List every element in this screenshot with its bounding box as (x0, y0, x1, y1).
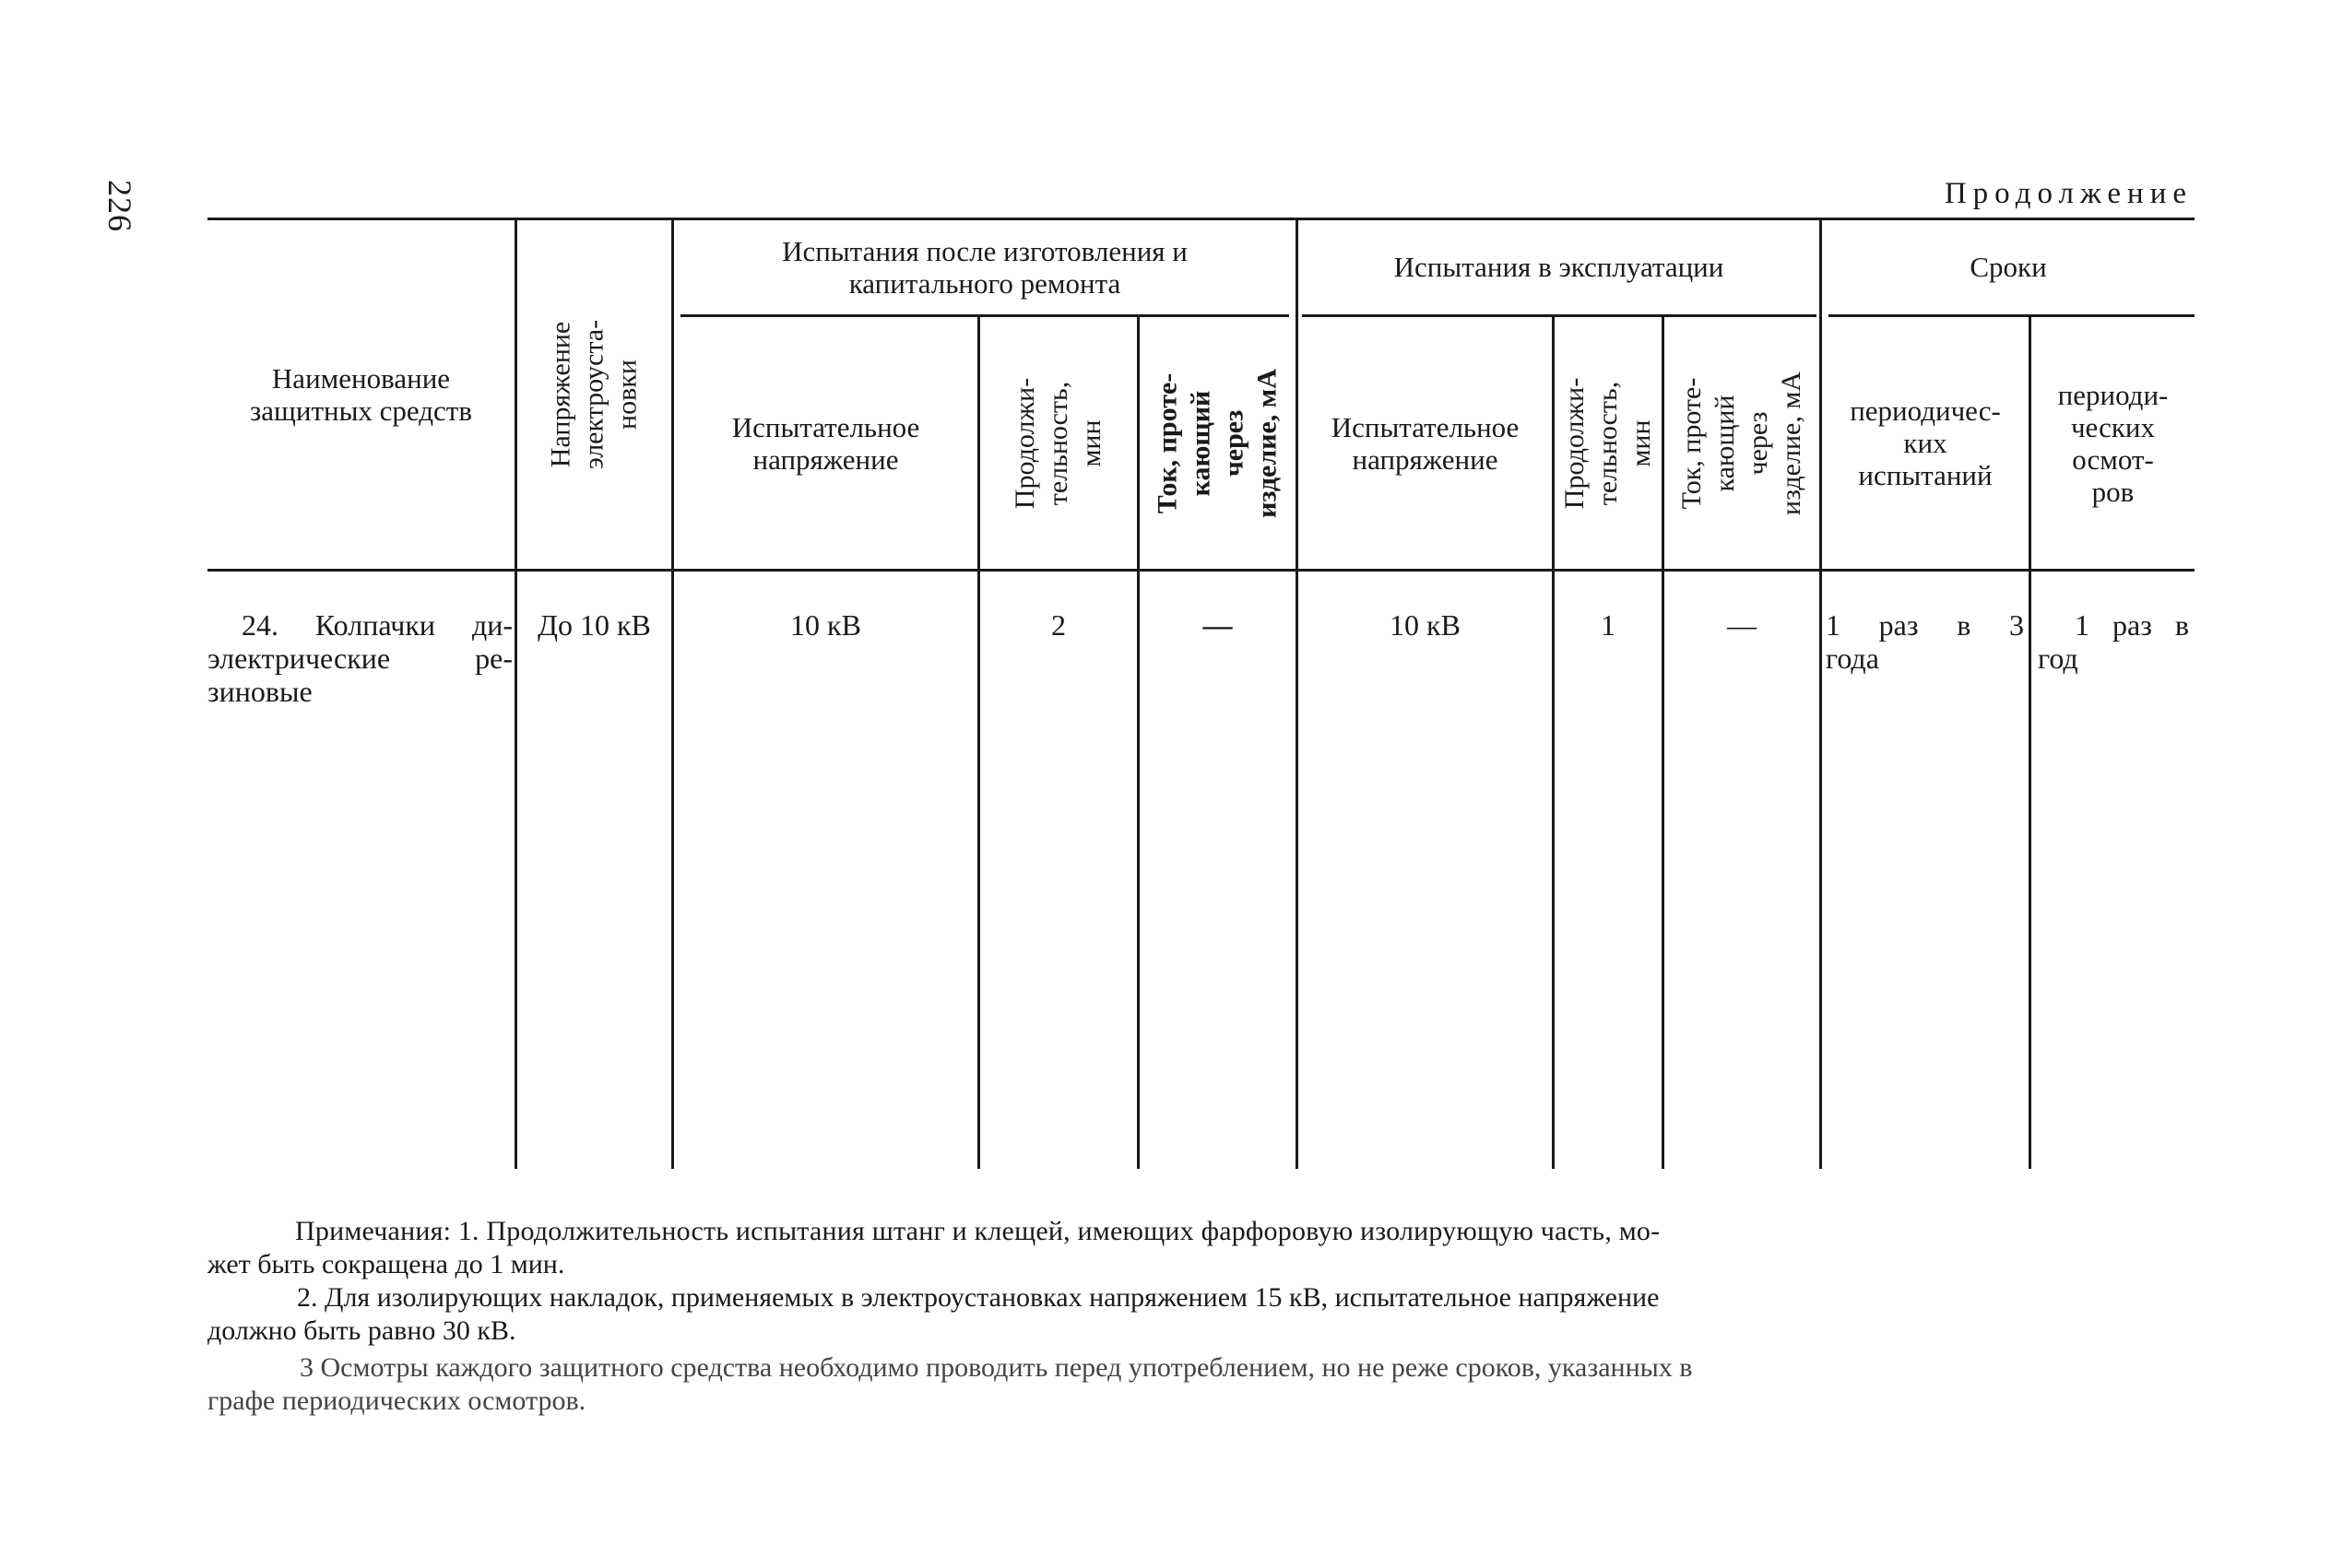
cell-name-line: зиновые (207, 675, 313, 708)
cell-duration-2: 1 (1601, 608, 1615, 642)
header-duration-1-text: Продолжи- тельность, мин (1010, 377, 1106, 509)
cell-name (242, 608, 513, 642)
cell-periodic-tests (1826, 642, 2024, 675)
header-duration-2 (1555, 317, 1662, 569)
cell-periodic-inspections-line: 1 раз в (2075, 608, 2189, 642)
header-voltage-text: Напряжение электроуста- новки (545, 319, 643, 469)
header-current-1 (1140, 317, 1296, 569)
cell-name-line: 24. Колпачки ди- (242, 608, 513, 642)
header-test-voltage-1 (674, 317, 977, 569)
cell-test-voltage-2: 10 кВ (1390, 608, 1461, 642)
header-test-voltage-2-text: Испытательное напряжение (1331, 410, 1520, 476)
cell-periodic-tests-line: 1 раз в 3 (1826, 608, 2024, 642)
cell-current-2: — (1727, 608, 1757, 642)
cell-name-line: электрические ре- (207, 642, 513, 675)
header-periodic-tests (1822, 317, 2029, 569)
header-group-terms (1822, 219, 2195, 314)
cell-voltage: До 10 кВ (538, 608, 651, 642)
cell-periodic-tests (1826, 608, 2024, 642)
header-duration-1 (980, 317, 1137, 569)
cell-duration-1: 2 (1051, 608, 1066, 642)
header-voltage (517, 219, 671, 569)
note-line: 2. Для изолирующих накладок, применяемых в электроустановках напряжением 15 кВ, испытательное напряжение (297, 1282, 1660, 1313)
cell-periodic-inspections (2038, 642, 2185, 675)
header-group-operation (1298, 219, 1819, 314)
header-periodic-inspections-text: периоди- ческих осмот- ров (2057, 378, 2169, 508)
header-test-voltage-1-text: Испытательное напряжение (731, 410, 920, 476)
continued-label: Продолжение (1944, 177, 2193, 210)
header-name-text: Наименование защитных средств (249, 361, 472, 427)
note-line: должно быть равно 30 кВ. (207, 1315, 516, 1346)
header-test-voltage-2 (1298, 317, 1552, 569)
header-current-2 (1664, 317, 1819, 569)
header-group-terms-text: Сроки (1970, 251, 2047, 283)
note-line: Примечания: 1. Продолжительность испытания штанг и клещей, имеющих фарфоровую изолирующую часть, мо- (295, 1216, 1661, 1246)
note-line: графе периодических осмотров. (207, 1385, 586, 1416)
note-line: 3 Осмотры каждого защитного средства необходимо проводить перед употреблением, но не реже сроков, указанных в (300, 1352, 1693, 1383)
header-duration-2-text: Продолжи- тельность, мин (1559, 377, 1657, 509)
header-group-manufacture-text: Испытания после изготовления и капитального ремонта (782, 234, 1188, 300)
header-current-2-text: Ток, проте- кающий через изделие, мА (1676, 371, 1806, 515)
cell-current-1: — (1202, 608, 1233, 642)
cell-periodic-inspections-line: год (2038, 642, 2078, 675)
header-group-operation-text: Испытания в эксплуатации (1393, 251, 1724, 283)
cell-periodic-inspections (2075, 608, 2189, 642)
cell-periodic-tests-line: года (1826, 642, 1879, 675)
page-number: 226 (101, 180, 138, 232)
cell-test-voltage-1: 10 кВ (790, 608, 861, 642)
header-bottom-rule (207, 569, 2195, 572)
header-current-1-text: Ток, проте- кающий через изделие, мА (1152, 368, 1283, 518)
note-line: жет быть сокращена до 1 мин. (207, 1249, 565, 1279)
header-group-manufacture (674, 219, 1296, 314)
header-periodic-inspections (2031, 317, 2195, 569)
header-periodic-tests-text: периодичес- ких испытаний (1850, 395, 2001, 491)
cell-name (207, 642, 513, 675)
cell-name (207, 675, 513, 708)
header-name (207, 219, 515, 569)
